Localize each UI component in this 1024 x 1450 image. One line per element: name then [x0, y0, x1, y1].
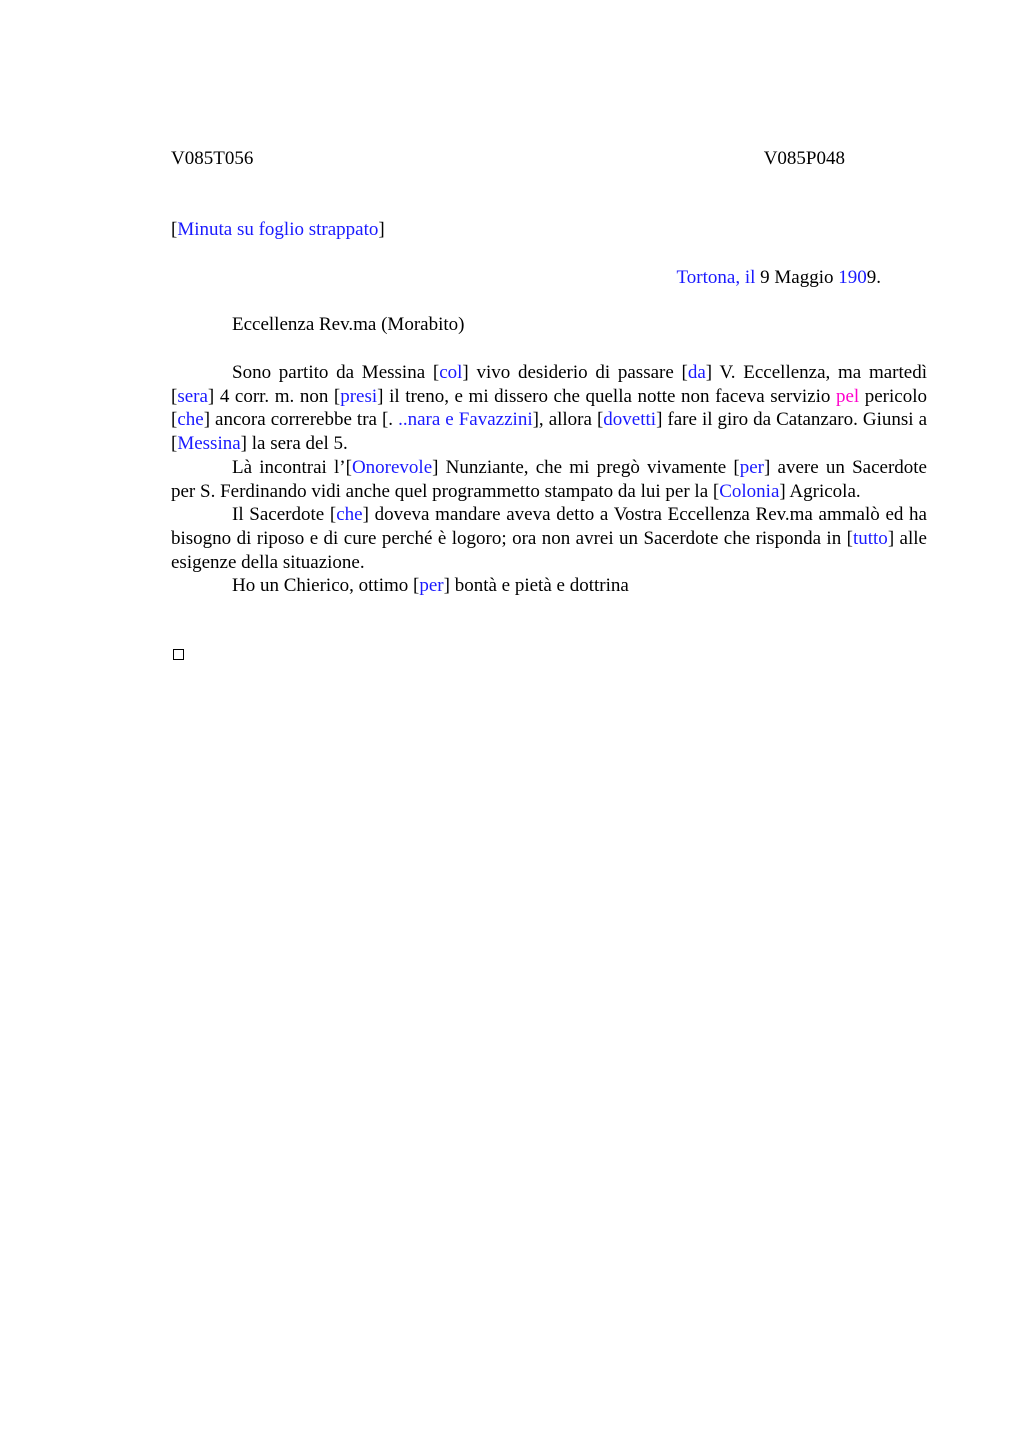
editorial-bracket: ]	[377, 385, 384, 407]
editorial-bracket: [	[345, 456, 352, 478]
editorial-bracket: ]	[462, 362, 469, 383]
letter-text: la sera del 5.	[246, 433, 348, 455]
editorial-bracket: ]	[207, 385, 215, 407]
letter-text: bontà e pietà e dottrina	[449, 575, 629, 597]
editorial-insertion: Onorevole	[351, 456, 433, 478]
salutation: Eccellenza Rev.ma (Morabito)	[232, 314, 465, 335]
letter-text: Nunziante, che mi pregò vivamente	[438, 456, 734, 478]
letter-text: Ho un Chierico, ottimo	[232, 575, 414, 597]
letter-text: doveva mandare aveva detto a Vostra Eccellenza Rev.ma ammalò ed ha bisogno di riposo e di cure perché è logoro; ora non avrei un Sacerdote che risponda in	[171, 504, 927, 549]
editorial-note-text: Minuta su foglio strappato	[177, 219, 379, 240]
editorial-bracket: [.	[381, 409, 399, 431]
editorial-insertion: per	[739, 456, 764, 478]
editorial-insertion: presi	[340, 385, 378, 407]
letter-paragraph	[171, 503, 927, 574]
letter-paragraph	[171, 574, 927, 598]
editorial-insertion: che	[177, 409, 204, 431]
editorial-insertion: ..nara e Favazzini	[398, 409, 533, 431]
letter-text: alle esigenze della situazione.	[171, 527, 927, 573]
editorial-insertion: Messina	[177, 433, 241, 455]
letter-body	[171, 361, 927, 598]
dateline-day-month: 9 Maggio	[760, 267, 834, 288]
letter-text: Là incontrai l’	[232, 456, 346, 478]
letter-text: V. Eccellenza, ma martedì	[712, 362, 927, 383]
editorial-bracket: [	[171, 409, 178, 431]
dateline	[677, 266, 882, 290]
editorial-bracket: [	[171, 433, 178, 455]
editorial-bracket: ]	[705, 362, 713, 383]
editorial-insertion: dovetti	[603, 409, 657, 431]
dateline-year-part-a: 190	[838, 267, 867, 288]
editorial-bracket: ]	[240, 433, 247, 455]
editorial-bracket: [	[413, 575, 420, 597]
letter-text: 4 corr. m. non	[214, 385, 334, 407]
letter-paragraph	[171, 456, 927, 503]
editorial-bracket: [	[329, 504, 337, 526]
editorial-bracket: [	[733, 456, 740, 478]
editorial-bracket: [	[681, 362, 688, 383]
editorial-insertion: sera	[177, 385, 208, 407]
editorial-insertion: col	[439, 362, 463, 383]
editorial-insertion: che	[336, 504, 363, 526]
empty-square-icon	[173, 649, 184, 660]
editorial-bracket: ]	[532, 409, 539, 431]
letter-text: , allora	[538, 409, 597, 431]
editorial-bracket: ]	[362, 504, 369, 526]
letter-text: Sono partito da Messina	[232, 362, 433, 383]
letter-text: avere un Sacerdote per S. Ferdinando vidi anche quel programmetto stampato da lui per la	[171, 456, 927, 502]
letter-text: il treno, e mi dissero che quella notte non faceva servizio	[383, 385, 836, 407]
editorial-bracket: ]	[887, 527, 895, 549]
editorial-bracket: [	[171, 385, 178, 407]
editorial-bracket: [	[846, 527, 853, 549]
letter-text: fare il giro da Catanzaro. Giunsi a	[662, 409, 927, 431]
letter-paragraph	[171, 361, 927, 456]
editorial-variant: pel	[835, 385, 860, 407]
editorial-bracket: [	[432, 362, 440, 383]
document-code-right: V085P048	[763, 148, 845, 169]
letter-text: ancora correrebbe tra	[210, 409, 382, 431]
document-code-left: V085T056	[171, 148, 254, 169]
letter-text: Agricola.	[785, 480, 861, 502]
editorial-bracket: ]	[656, 409, 663, 431]
editorial-note: [Minuta su foglio strappato]	[171, 219, 385, 240]
editorial-bracket: ]	[443, 575, 450, 597]
editorial-bracket: [	[596, 409, 604, 431]
editorial-bracket: ]	[203, 409, 211, 431]
editorial-bracket: ]	[763, 456, 771, 478]
editorial-bracket: ]	[432, 456, 439, 478]
editorial-insertion: per	[419, 575, 444, 597]
dateline-place: Tortona, il	[676, 267, 756, 288]
letter-text: pericolo	[859, 385, 927, 407]
letter-text: Il Sacerdote	[232, 504, 330, 526]
editorial-bracket: [	[712, 480, 720, 502]
letter-text: vivo desiderio di passare	[468, 362, 682, 383]
editorial-insertion: da	[687, 362, 706, 383]
editorial-bracket: [	[333, 385, 341, 407]
dateline-year-part-b: 9.	[866, 267, 881, 288]
editorial-insertion: Colonia	[719, 480, 780, 502]
editorial-insertion: tutto	[852, 527, 888, 549]
editorial-bracket: ]	[779, 480, 786, 502]
